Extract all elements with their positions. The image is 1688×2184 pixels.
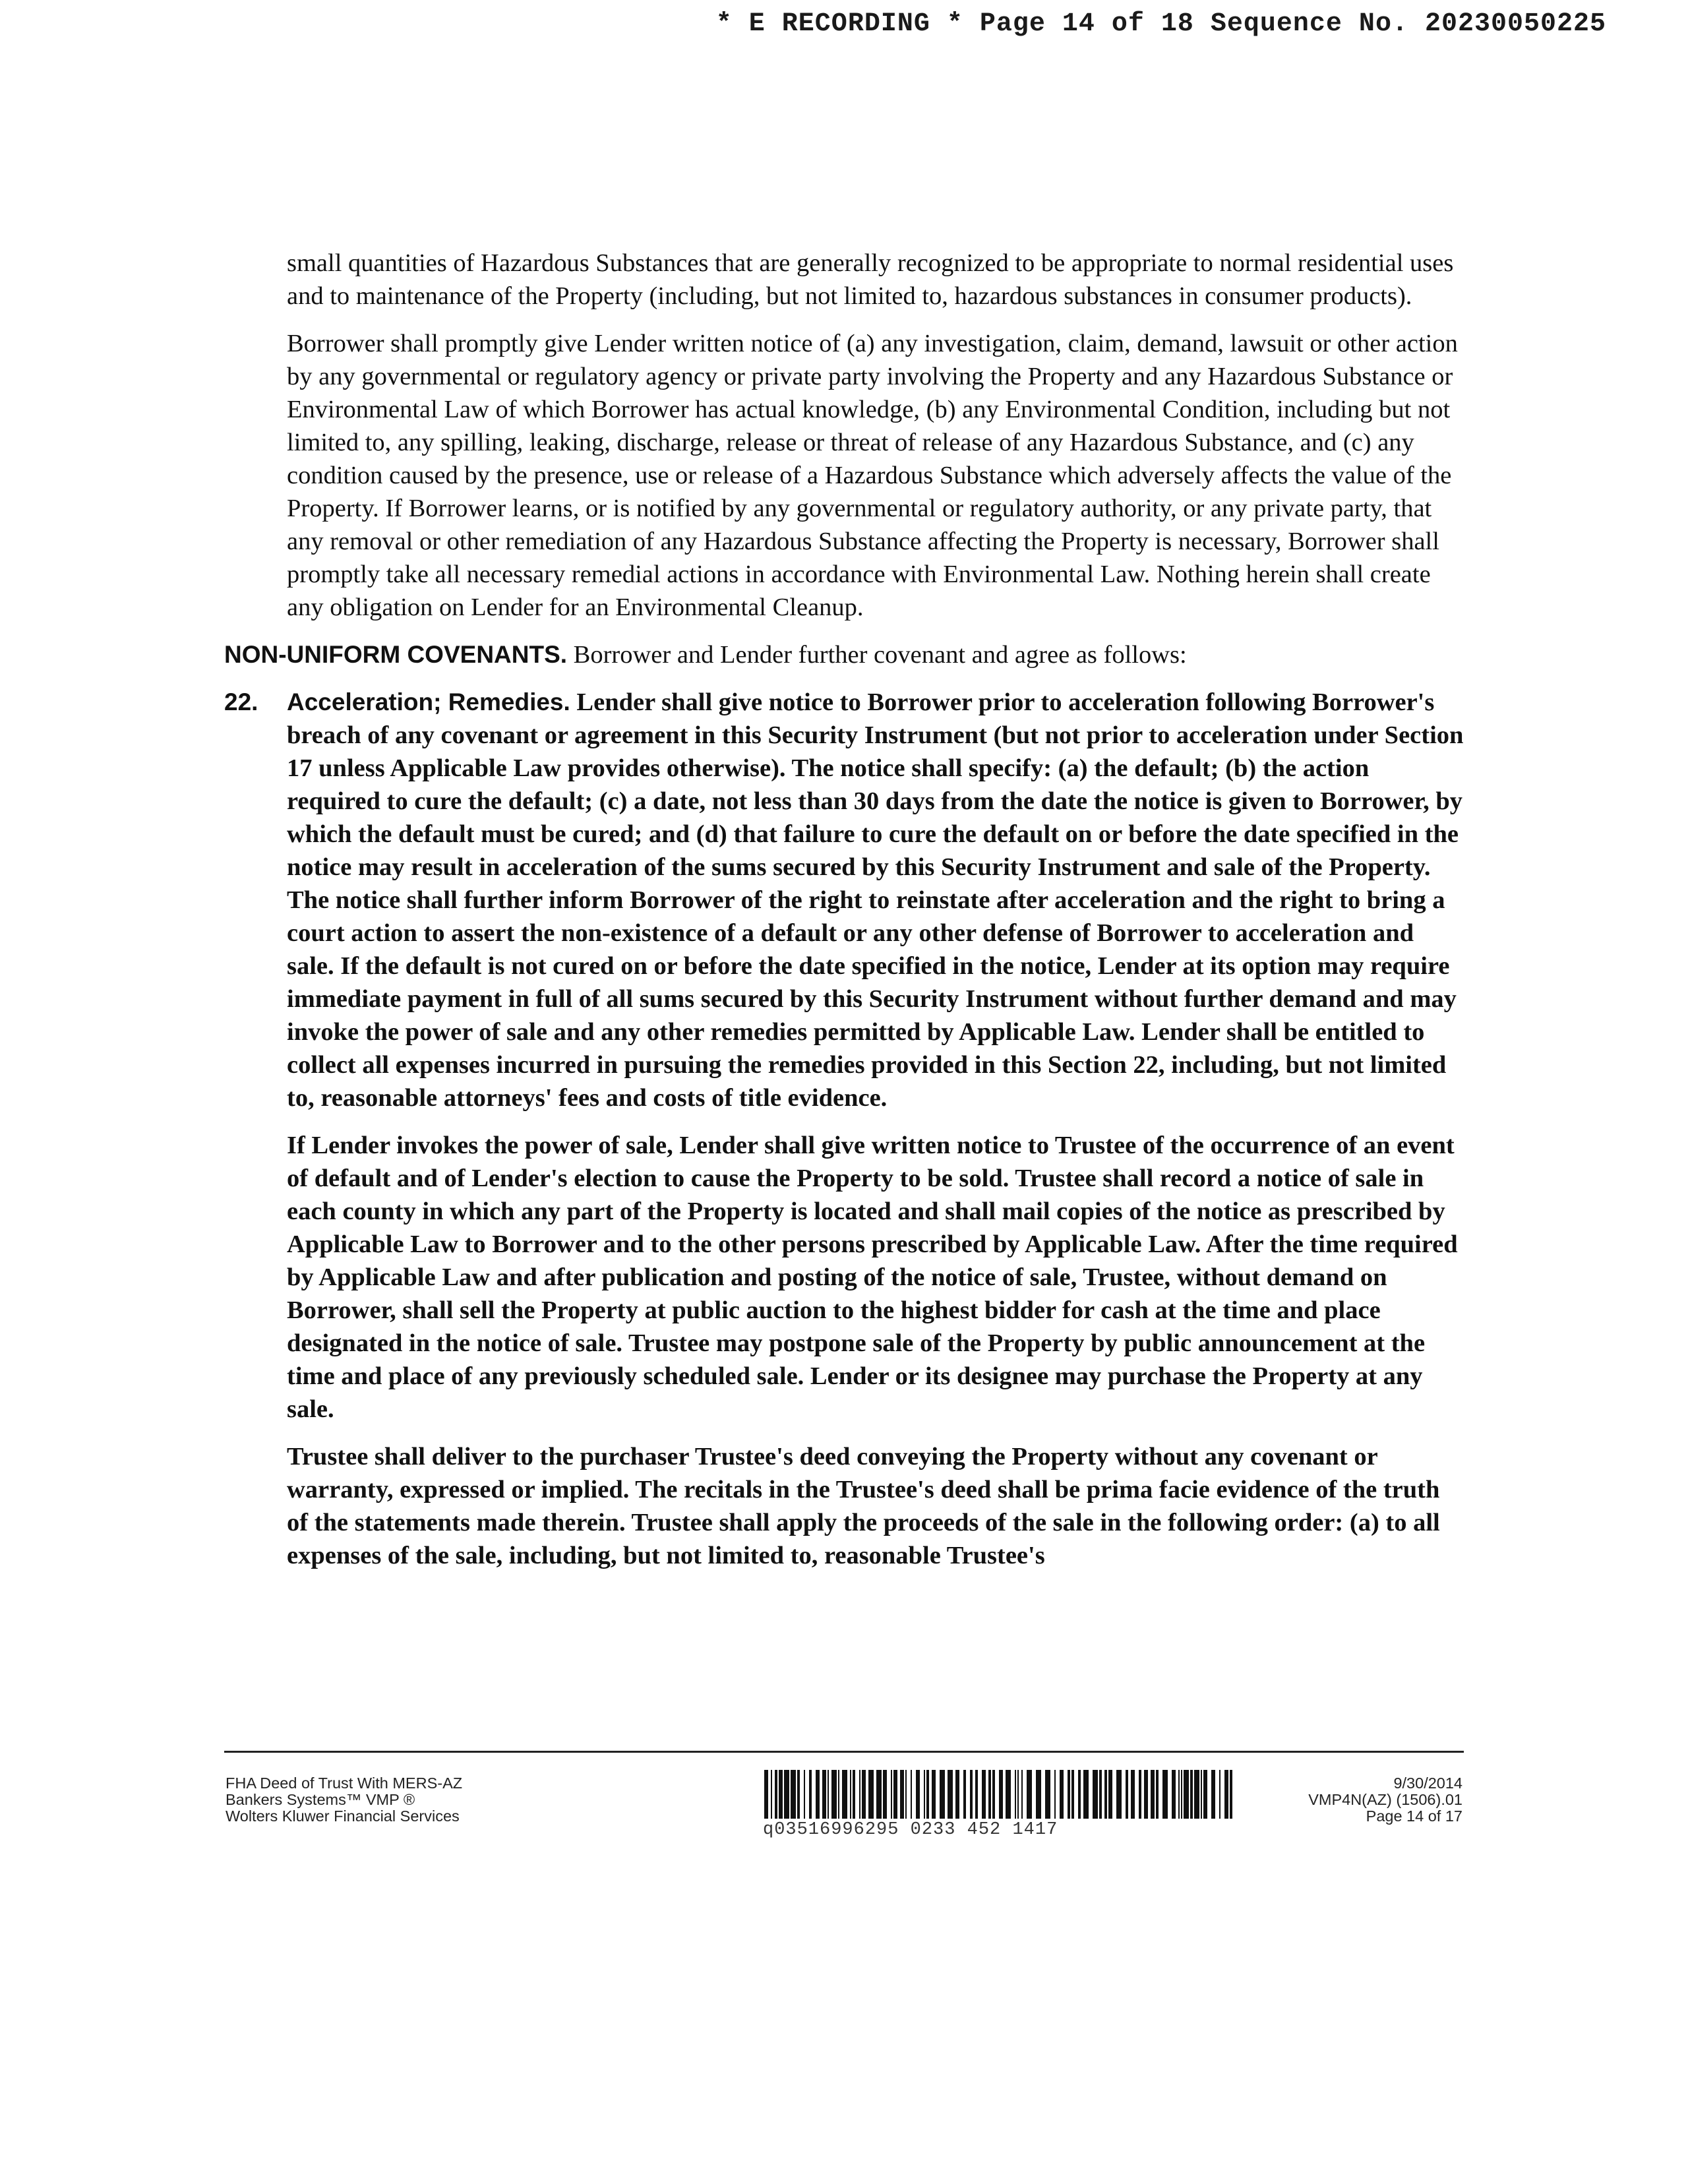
barcode-bar: [816, 1770, 820, 1819]
barcode-bar: [797, 1770, 800, 1819]
section-22-paragraph-3: Trustee shall deliver to the purchaser Trustee's deed conveying the Property without any covenant or warranty, expressed or implied. The recitals in the Trustee's deed shall be prima facie evidence of the truth of the statements made therein. Trustee shall apply the proceeds of the sale in the following order: (a) to all expenses of the sale, including, but not limited to, reasonable Trustee's: [287, 1443, 1440, 1569]
barcode-bar: [1144, 1770, 1148, 1819]
barcode-bar: [868, 1770, 874, 1819]
barcode-bar: [1054, 1770, 1056, 1819]
barcode-bar: [1162, 1770, 1168, 1819]
barcode-bar: [1156, 1770, 1159, 1819]
barcode-bar: [999, 1770, 1003, 1819]
barcode-bar: [876, 1770, 882, 1819]
barcode-bar: [784, 1770, 789, 1819]
barcode-bar: [809, 1770, 812, 1819]
barcode-bar: [955, 1770, 959, 1819]
footer-vendor: Bankers Systems™ VMP ®: [226, 1791, 415, 1808]
barcode-bar: [891, 1770, 892, 1819]
barcode-bar: [1131, 1770, 1135, 1819]
barcode-bar: [1181, 1770, 1182, 1819]
barcode-bar: [1068, 1770, 1070, 1819]
barcode-bar: [771, 1770, 772, 1819]
barcode-bar: [905, 1770, 907, 1819]
barcode-bar: [1036, 1770, 1041, 1819]
barcode-graphic: [763, 1770, 1238, 1819]
barcode-bar: [850, 1770, 851, 1819]
barcode-bar: [1045, 1770, 1050, 1819]
barcode: [763, 1770, 1238, 1840]
section-22-text: Lender shall give notice to Borrower prior to acceleration following Borrower's breach of any covenant or agreement in this Security Instrument (but not prior to acceleration under Section 17 unless Applicable Law provides otherwise). The notice shall specify: (a) the default; (b) the action required to cure the default; (c) a date, not less than 30 days from the date the notice is given to Borrower, by which the default must be cured; and (d) that failure to cure the default on or before the date specified in the notice may result in acceleration of the sums secured by this Security Instrument and sale of the Property. The notice shall further inform Borrower of the right to reinstate after acceleration and the right to bring a court action to assert the non-existence of a default or any other defense of Borrower to acceleration and sale. If the default is not cured on or before the date specified in the notice, Lender at its option may require immediate payment in full of all sums secured by this Security Instrument without further demand and may invoke the power of sale and any other remedies permitted by Applicable Law. Lender shall be entitled to collect all expenses incurred in pursuing the remedies provided in this Section 22, including, but not limited to, reasonable attorneys' fees and costs of title evidence.: [287, 688, 1464, 1112]
barcode-bar: [779, 1770, 783, 1819]
barcode-bar: [842, 1770, 847, 1819]
barcode-bar: [1017, 1770, 1019, 1819]
footer-page-number: Page 14 of 17: [1366, 1807, 1462, 1825]
section-22: [224, 686, 1464, 1572]
barcode-bar: [982, 1770, 986, 1819]
footer-form-title: FHA Deed of Trust With MERS-AZ: [226, 1774, 463, 1792]
barcode-bar: [859, 1770, 860, 1819]
barcode-bar: [992, 1770, 995, 1819]
barcode-bar: [804, 1770, 805, 1819]
footer-date: 9/30/2014: [1393, 1774, 1462, 1792]
recording-stamp: * E RECORDING * Page 14 of 18 Sequence No. 20230050225: [715, 9, 1606, 39]
barcode-bar: [948, 1770, 953, 1819]
barcode-bar: [1108, 1770, 1112, 1819]
barcode-bar: [1172, 1770, 1176, 1819]
barcode-bar: [764, 1770, 768, 1819]
footer-publisher: Wolters Kluwer Financial Services: [226, 1807, 460, 1825]
barcode-bar: [775, 1770, 777, 1819]
barcode-bar: [862, 1770, 866, 1819]
barcode-bar: [963, 1770, 966, 1819]
section-22-paragraph-2: If Lender invokes the power of sale, Lender shall give written notice to Trustee of the occurrence of an event of default and of Lender's election to cause the Property to be sold. Trustee shall record a notice of sale in each county in which any part of the Property is located and shall mail copies of the notice as prescribed by Applicable Law to Borrower and to the other persons prescribed by Applicable Law. After the time required by Applicable Law and after publication and posting of the notice of sale, Trustee, without demand on Borrower, shall sell the Property at public auction to the highest bidder for cash at the time and place designated in the notice of sale. Trustee may postpone sale of the Property by public announcement at the time and place of any previously scheduled sale. Lender or its designee may purchase the Property at any sale.: [287, 1132, 1458, 1423]
barcode-bar: [1184, 1770, 1189, 1819]
footer-divider: [224, 1751, 1464, 1753]
barcode-bar: [911, 1770, 912, 1819]
barcode-bar: [1083, 1770, 1089, 1819]
footer-form-code: [1308, 1775, 1462, 1825]
barcode-bar: [932, 1770, 936, 1819]
barcode-bar: [838, 1770, 839, 1819]
barcode-bar: [1203, 1770, 1207, 1819]
barcode-bar: [1230, 1770, 1232, 1819]
barcode-bar: [1194, 1770, 1199, 1819]
barcode-bar: [1027, 1770, 1032, 1819]
paragraph-hazardous-quantities: small quantities of Hazardous Substances that are generally recognized to be appropriate to normal residential uses and to maintenance of the Property (including, but not limited to, hazardous substances in consumer products).: [287, 249, 1454, 310]
barcode-bar: [1060, 1770, 1064, 1819]
barcode-number: q03516996295 0233 452 1417: [763, 1820, 1058, 1840]
barcode-bar: [900, 1770, 904, 1819]
section-22-number: 22.: [224, 688, 258, 715]
section-22-paragraph-1: [287, 686, 1464, 1114]
barcode-bar: [853, 1770, 855, 1819]
barcode-bar: [1006, 1770, 1011, 1819]
barcode-bar: [1219, 1770, 1221, 1819]
barcode-bar: [828, 1770, 829, 1819]
barcode-bar: [822, 1770, 826, 1819]
non-uniform-text: Borrower and Lender further covenant and agree as follows:: [573, 641, 1187, 669]
barcode-bar: [1021, 1770, 1023, 1819]
barcode-bar: [970, 1770, 973, 1819]
footer-form-number: VMP4N(AZ) (1506).01: [1308, 1791, 1462, 1808]
barcode-bar: [1178, 1770, 1180, 1819]
barcode-bar: [791, 1770, 796, 1819]
barcode-bar: [924, 1770, 925, 1819]
barcode-bar: [1104, 1770, 1107, 1819]
barcode-bar: [893, 1770, 897, 1819]
barcode-bar: [1099, 1770, 1102, 1819]
barcode-bar: [1116, 1770, 1122, 1819]
barcode-bar: [883, 1770, 887, 1819]
barcode-bar: [916, 1770, 920, 1819]
section-22-heading: Acceleration; Remedies.: [287, 688, 570, 715]
footer-form-info: [226, 1775, 462, 1825]
barcode-bar: [940, 1770, 945, 1819]
barcode-bar: [988, 1770, 991, 1819]
barcode-bar: [1151, 1770, 1155, 1819]
barcode-bar: [1224, 1770, 1228, 1819]
document-body: [224, 247, 1464, 1572]
barcode-bar: [1015, 1770, 1016, 1819]
barcode-bar: [975, 1770, 978, 1819]
non-uniform-heading: NON-UNIFORM COVENANTS.: [224, 641, 568, 668]
barcode-bar: [1126, 1770, 1128, 1819]
non-uniform-covenants: [224, 638, 1464, 671]
barcode-bar: [831, 1770, 837, 1819]
barcode-bar: [1201, 1770, 1202, 1819]
barcode-bar: [1093, 1770, 1098, 1819]
barcode-bar: [1078, 1770, 1081, 1819]
barcode-bar: [1139, 1770, 1141, 1819]
barcode-bar: [1071, 1770, 1074, 1819]
barcode-bar: [1190, 1770, 1193, 1819]
barcode-bar: [1211, 1770, 1215, 1819]
paragraph-borrower-notice: Borrower shall promptly give Lender written notice of (a) any investigation, claim, demand, lawsuit or other action by any governmental or regulatory agency or private party involving the Property and any Hazardous Substance or Environmental Law of which Borrower has actual knowledge, (b) any Environmental Condition, including but not limited to, any spilling, leaking, discharge, release or threat of release of any Hazardous Substance, and (c) any condition caused by the presence, use or release of a Hazardous Substance which adversely affects the value of the Property. If Borrower learns, or is notified by any governmental or regulatory authority, or any private party, that any removal or other remediation of any Hazardous Substance affecting the Property is necessary, Borrower shall promptly take all necessary remedial actions in accordance with Environmental Law. Nothing herein shall create any obligation on Lender for an Environmental Cleanup.: [287, 330, 1458, 621]
barcode-bar: [926, 1770, 929, 1819]
